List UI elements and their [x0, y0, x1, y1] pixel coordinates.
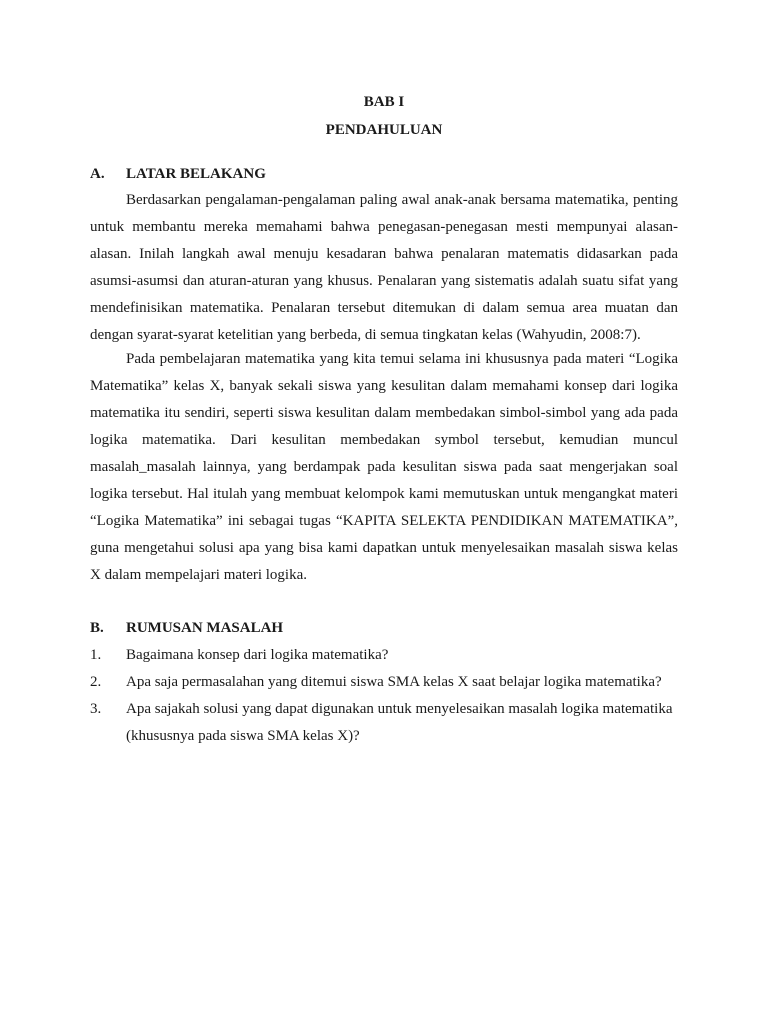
- list-item-text: Bagaimana konsep dari logika matematika?: [126, 647, 389, 663]
- paragraph: Pada pembelajaran matematika yang kita temui selama ini khususnya pada materi “Logika Matematika” kelas X, banyak sekali siswa yang kesulitan dalam memahami konsep dari logika matematika itu sendiri, seperti siswa kesulitan dalam membedakan simbol-simbol yang ada pada logika matematika. Dari kesulitan membedakan symbol tersebut, kemudian muncul masalah_masalah lainnya, yang berdampak pada kesulitan siswa pada saat mengerjakan soal logika tersebut. Hal itulah yang membuat kelompok kami memutuskan untuk mengangkat materi “Logika Matematika” ini sebagai tugas “KAPITA SELEKTA PENDIDIKAN MATEMATIKA”, guna mengetahui solusi apa yang bisa kami dapatkan untuk menyelesaikan masalah siswa kelas X dalam mempelajari materi logika.: [90, 351, 678, 583]
- list-item-number: 2.: [90, 674, 102, 690]
- section-heading-rumusan-masalah: [90, 619, 690, 637]
- section-heading-latar-belakang: [90, 165, 690, 183]
- chapter-title: PENDAHULUAN: [325, 122, 443, 138]
- problem-list: [90, 642, 678, 750]
- list-item-text: Apa sajakah solusi yang dapat digunakan untuk menyelesaikan masalah logika matematika (khususnya pada siswa SMA kelas X)?: [126, 701, 673, 744]
- section-title: LATAR BELAKANG: [126, 166, 266, 182]
- paragraph: Berdasarkan pengalaman-pengalaman paling awal anak-anak bersama matematika, penting untuk membantu mereka memahami bahwa penegasan-penegasan mesti mempunyai alasan-alasan. Inilah langkah awal menuju kesadaran bahwa penalaran matematis didasarkan pada asumsi-asumsi dan aturan-aturan yang khusus. Penalaran yang sistematis adalah suatu sifat yang mendefinisikan matematika. Penalaran tersebut ditemukan di dalam semua area muatan dan dengan syarat-syarat ketelitian yang berbeda, di semua tingkatan kelas (Wahyudin, 2008:7).: [90, 192, 678, 343]
- section-letter: B.: [90, 620, 104, 636]
- list-item-text: Apa saja permasalahan yang ditemui siswa SMA kelas X saat belajar logika matematika?: [126, 674, 662, 690]
- section-title: RUMUSAN MASALAH: [126, 620, 284, 636]
- section-letter: A.: [90, 166, 105, 182]
- list-item: [90, 642, 678, 669]
- list-item: [90, 669, 678, 696]
- list-item-number: 1.: [90, 647, 102, 663]
- list-item: [90, 696, 678, 750]
- chapter-number: BAB I: [363, 94, 405, 110]
- list-item-number: 3.: [90, 701, 102, 717]
